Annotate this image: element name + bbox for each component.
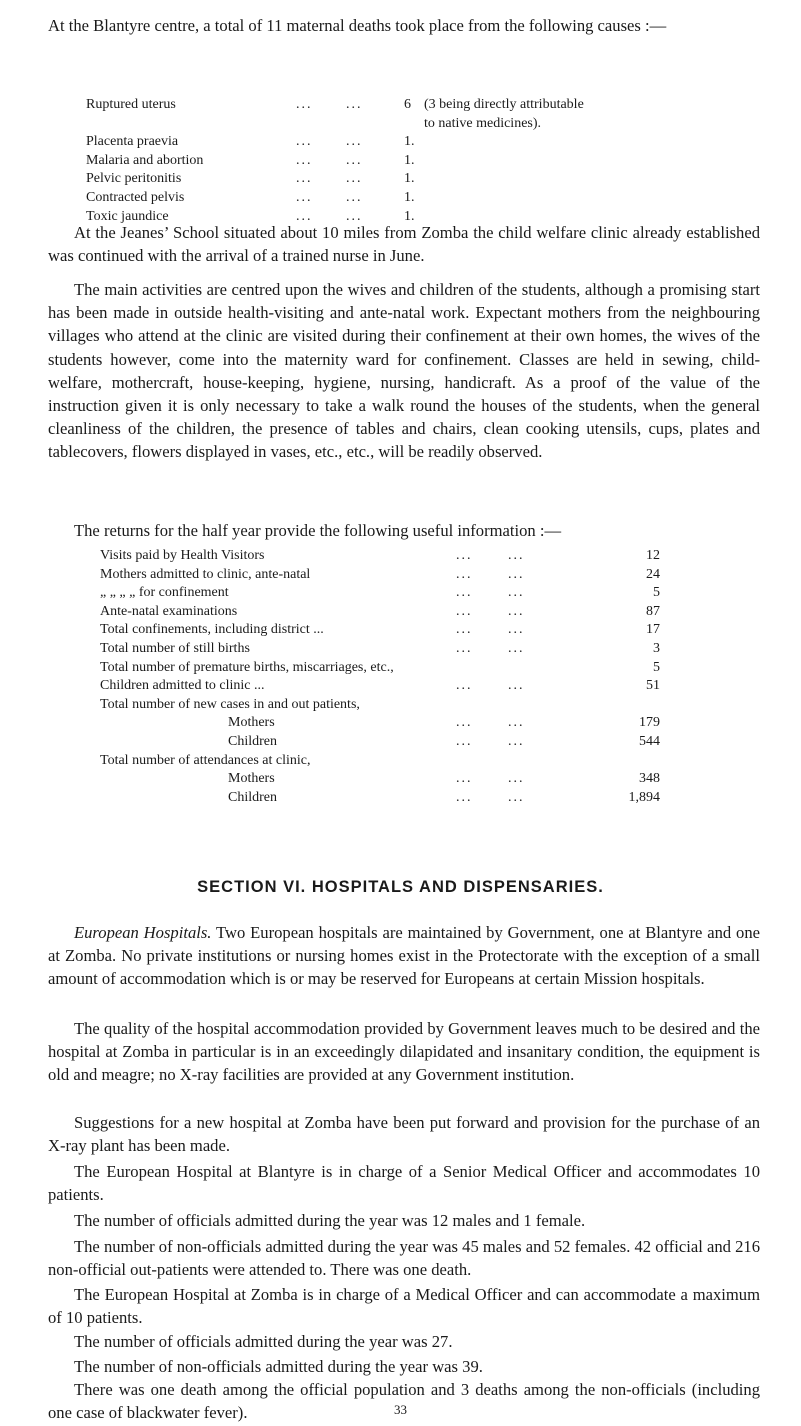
cause-name: Placenta praevia	[86, 134, 179, 150]
returns-value: 51	[646, 678, 660, 694]
returns-value: 544	[639, 733, 660, 749]
returns-row	[100, 696, 660, 715]
returns-label: Children	[228, 789, 277, 805]
european-hospitals-body: Two European hospitals are maintained by Government, one at Blantyre and one at Zomba. No private institutions or nursing homes exist in the Protectorate with the exception of a small amount of accommodation which is or may be reserved for Europeans at certain Mission hospitals.	[48, 923, 760, 989]
cause-note: to native medicines).	[424, 115, 542, 131]
cause-count: 6	[404, 97, 411, 112]
jeanes-paragraph: At the Jeanes’ School situated about 10 miles from Zomba the child welfare clinic already established was continued with the arrival of a trained nurse in June.	[48, 223, 760, 266]
returns-label: Total number of premature births, miscarriages, etc.,	[100, 659, 394, 675]
cause-note: (3 being directly attributable	[424, 97, 584, 112]
returns-row	[100, 677, 660, 696]
returns-label: Children admitted to clinic ...	[100, 678, 265, 694]
leader-dots: ...	[456, 789, 473, 805]
intro-paragraph: At the Blantyre centre, a total of 11 maternal deaths took place from the following causes :—	[48, 16, 667, 35]
returns-row	[100, 733, 660, 752]
returns-value: 17	[646, 622, 660, 638]
returns-row	[100, 659, 660, 678]
returns-value: 1,894	[628, 789, 660, 805]
returns-label: Ante-natal examinations	[100, 603, 238, 619]
returns-value: 87	[646, 603, 660, 619]
leader-dots: ...	[456, 622, 473, 638]
cause-count: 1.	[404, 208, 415, 224]
leader-dots: ...	[508, 566, 525, 582]
cause-count: 1.	[404, 171, 415, 187]
returns-label: Mothers	[228, 715, 275, 731]
returns-paragraph: The returns for the half year provide the following useful information :—	[74, 521, 562, 540]
leader-dots: ...	[456, 771, 473, 787]
leader-dots: ...	[508, 678, 525, 694]
returns-value: 5	[653, 585, 660, 601]
quality-paragraph: The quality of the hospital accommodation provided by Government leaves much to be desired and the hospital at Zomba in particular is in an exceedingly dilapidated and insanitary condition, the equipment is old and meagre; no X-ray facilities are provided at any Government institution.	[48, 1019, 760, 1085]
returns-value: 12	[646, 548, 660, 563]
returns-label: Visits paid by Health Visitors	[100, 548, 265, 563]
returns-label: Total number of attendances at clinic,	[100, 752, 311, 768]
returns-value: 24	[646, 566, 660, 582]
leader-dots: ...	[508, 585, 525, 601]
leader-dots: ...	[508, 715, 525, 731]
returns-value: 348	[639, 771, 660, 787]
leader-dots: ...	[508, 640, 525, 656]
returns-label: Mothers	[228, 771, 275, 787]
leader-dots: ...	[296, 97, 313, 112]
returns-row	[100, 584, 660, 603]
returns-row	[100, 789, 660, 808]
leader-dots: ...	[456, 678, 473, 694]
leader-dots: ...	[508, 622, 525, 638]
cause-name: Malaria and abortion	[86, 152, 204, 168]
leader-dots: ...	[346, 208, 363, 224]
leader-dots: ...	[456, 548, 473, 563]
returns-row	[100, 714, 660, 733]
leader-dots: ...	[456, 715, 473, 731]
leader-dots: ...	[456, 733, 473, 749]
returns-label: „ „ „ „ for confinement	[100, 585, 229, 601]
returns-value: 5	[653, 659, 660, 675]
cause-count: 1.	[404, 134, 415, 150]
european-hospitals-paragraph	[48, 921, 760, 991]
leader-dots: ...	[296, 134, 313, 150]
cause-name: Contracted pelvis	[86, 189, 185, 205]
returns-table	[100, 547, 660, 807]
suggestions-paragraph: Suggestions for a new hospital at Zomba have been put forward and provision for the purchase of an X-ray plant has been made.	[48, 1113, 760, 1156]
leader-dots: ...	[296, 208, 313, 224]
leader-dots: ...	[346, 171, 363, 187]
returns-row	[100, 566, 660, 585]
returns-row	[100, 547, 660, 566]
zomba-hospital-paragraph: The European Hospital at Zomba is in charge of a Medical Officer and can accommodate a maximum of 10 patients.	[48, 1285, 760, 1328]
leader-dots: ...	[296, 189, 313, 205]
non-officials-admitted-zomba: The number of non-officials admitted during the year was 39.	[74, 1357, 483, 1376]
section-heading: SECTION VI. HOSPITALS AND DISPENSARIES.	[197, 878, 604, 896]
cause-count: 1.	[404, 152, 415, 168]
cause-count: 1.	[404, 189, 415, 205]
returns-row	[100, 752, 660, 771]
leader-dots: ...	[456, 585, 473, 601]
returns-row	[100, 770, 660, 789]
cause-name: Ruptured uterus	[86, 97, 176, 112]
returns-label: Children	[228, 733, 277, 749]
leader-dots: ...	[346, 134, 363, 150]
returns-label: Mothers admitted to clinic, ante-natal	[100, 566, 311, 582]
returns-label: Total number of new cases in and out patients,	[100, 696, 360, 712]
leader-dots: ...	[456, 640, 473, 656]
returns-label: Total confinements, including district ...	[100, 622, 324, 638]
page-number: 33	[394, 1402, 407, 1417]
european-hospitals-title: European Hospitals.	[74, 923, 212, 942]
leader-dots: ...	[296, 152, 313, 168]
officials-admitted-blantyre: The number of officials admitted during the year was 12 males and 1 female.	[74, 1211, 586, 1230]
cause-name: Pelvic peritonitis	[86, 171, 182, 187]
leader-dots: ...	[296, 171, 313, 187]
returns-value: 179	[639, 715, 660, 731]
leader-dots: ...	[508, 771, 525, 787]
deaths-paragraph: There was one death among the official population and 3 deaths among the non-officials (including one case of blackwater fever).	[48, 1380, 760, 1423]
leader-dots: ...	[508, 548, 525, 563]
activities-paragraph: The main activities are centred upon the wives and children of the students, although a promising start has been made in outside health-visiting and ante-natal work. Expectant mothers from the neighbouring villages who attend at the clinic are visited during their confinement at their own homes, the wives of the students however, come into the maternity ward for confinement. Classes are held in sewing, child-welfare, mothercraft, house-keeping, hygiene, nursing, handicraft. As a proof of the value of the instruction given it is only necessary to take a walk round the houses of the students, when the general cleanliness of the children, the presence of tables and chairs, clean cooking utensils, cups, plates and tablecovers, flowers displayed in vases, etc., etc., will be readily observed.	[48, 280, 760, 462]
returns-row	[100, 621, 660, 640]
non-officials-admitted-blantyre: The number of non-officials admitted during the year was 45 males and 52 females. 42 official and 216 non-official out-patients were attended to. There was one death.	[48, 1237, 760, 1280]
officials-admitted-zomba: The number of officials admitted during the year was 27.	[74, 1332, 453, 1351]
leader-dots: ...	[346, 189, 363, 205]
leader-dots: ...	[456, 603, 473, 619]
leader-dots: ...	[508, 789, 525, 805]
returns-label: Total number of still births	[100, 640, 250, 656]
returns-value: 3	[653, 640, 660, 656]
leader-dots: ...	[346, 152, 363, 168]
cause-name: Toxic jaundice	[86, 208, 169, 224]
leader-dots: ...	[346, 97, 363, 112]
leader-dots: ...	[508, 603, 525, 619]
blantyre-hospital-paragraph: The European Hospital at Blantyre is in charge of a Senior Medical Officer and accommodates 10 patients.	[48, 1162, 760, 1205]
returns-row	[100, 603, 660, 622]
returns-row	[100, 640, 660, 659]
leader-dots: ...	[456, 566, 473, 582]
leader-dots: ...	[508, 733, 525, 749]
